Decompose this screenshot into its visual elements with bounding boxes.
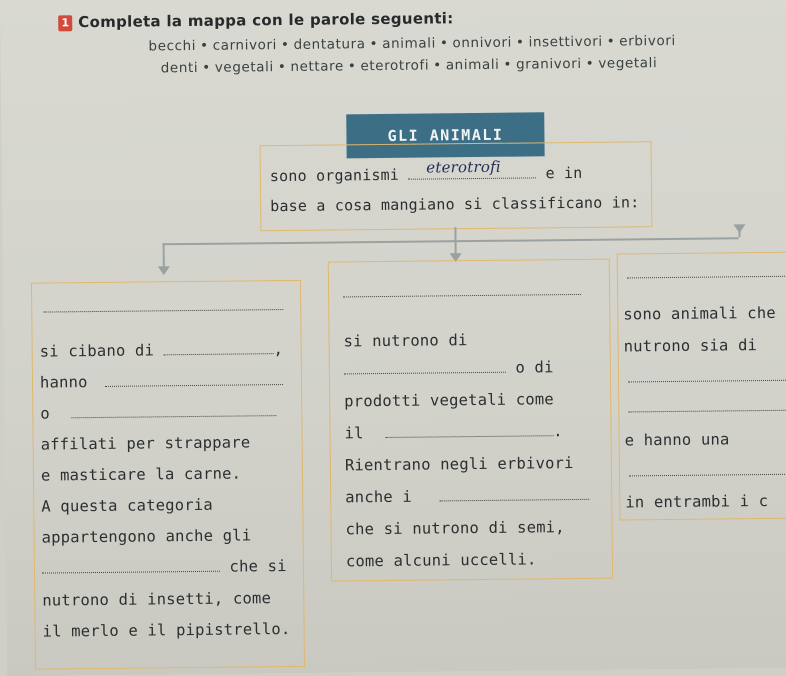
middle-blank-2[interactable] xyxy=(385,423,553,438)
word-bank-item: onnivori xyxy=(452,34,513,52)
middle-blank-3[interactable] xyxy=(439,487,589,502)
middle-line-3: prodotti vegetali come xyxy=(344,390,555,411)
left-line-5: e masticare la carne. xyxy=(40,464,242,485)
right-line-4: in entrambi i c xyxy=(625,491,769,512)
word-bank-item: granivori xyxy=(515,55,582,73)
word-bank-item: vegetali xyxy=(598,55,658,72)
map-title: GLI ANIMALI xyxy=(346,112,544,158)
middle-line-8: come alcuni uccelli. xyxy=(345,550,537,571)
connector-left-drop xyxy=(163,243,165,267)
left-line-9: nutrono di insetti, come xyxy=(42,589,272,610)
intro-line-1: sono organismi eterotrofi e in xyxy=(269,157,583,186)
left-blank-2[interactable] xyxy=(105,372,283,387)
left-line-4: affilati per strappare xyxy=(40,433,251,454)
arrow-down-left-icon xyxy=(158,266,170,275)
left-line-3: o xyxy=(40,402,276,422)
connector-horizontal xyxy=(163,237,739,245)
left-blank-4[interactable] xyxy=(42,559,220,574)
word-bank-row-1: becchi • carnivori • dentatura • animali • onnivori • insettivori • erbivori xyxy=(148,32,676,55)
middle-line-6: anche i xyxy=(345,486,589,507)
middle-line-2: o di xyxy=(344,358,554,378)
word-bank-item: eterotrofi xyxy=(360,57,430,75)
word-bank-item: animali xyxy=(445,56,500,74)
word-bank-item: becchi xyxy=(148,37,197,55)
intro-box xyxy=(260,141,653,231)
right-category-box xyxy=(617,252,786,521)
word-bank-item: nettare xyxy=(290,58,344,75)
word-bank-item: erbivori xyxy=(619,32,676,50)
intro-handwritten-answer: eterotrofi xyxy=(426,157,501,177)
middle-line-7: che si nutrono di semi, xyxy=(345,518,565,539)
word-bank-item: dentatura xyxy=(293,36,366,53)
left-line-7: appartengono anche gli xyxy=(41,526,252,547)
word-bank-row-2: denti • vegetali • nettare • eterotrofi • animali • granivori • vegetali xyxy=(160,55,658,77)
right-line-1: sono animali che xyxy=(623,303,776,324)
left-blank-3[interactable] xyxy=(71,403,276,418)
left-line-1: si cibano di , xyxy=(39,340,284,361)
word-bank-item: animali xyxy=(382,35,437,52)
exercise-number-badge: 1 xyxy=(58,15,72,31)
left-line-8: che si xyxy=(42,557,287,578)
right-line-3: e hanno una xyxy=(624,430,730,450)
middle-line-5: Rientrano negli erbivori xyxy=(344,454,574,475)
word-bank-item: carnivori xyxy=(212,37,278,54)
left-blank-1[interactable] xyxy=(164,341,274,355)
middle-line-4: il . xyxy=(344,422,563,443)
exercise-instruction: Completa la mappa con le parole seguenti: xyxy=(78,9,454,32)
intro-answer-blank[interactable] xyxy=(408,157,536,179)
arrow-down-right-icon xyxy=(733,224,745,233)
middle-blank-1[interactable] xyxy=(344,360,506,375)
right-line-2: nutrono sia di xyxy=(623,336,758,356)
left-line-2: hanno xyxy=(40,371,283,392)
word-bank-item: insettivori xyxy=(528,33,603,51)
word-bank-item: denti xyxy=(160,59,199,77)
left-line-6: A questa categoria xyxy=(41,495,213,516)
intro-line-2: base a cosa mangiano si classificano in: xyxy=(270,193,640,216)
word-bank-item: vegetali xyxy=(214,59,274,76)
middle-line-1: si nutrono di xyxy=(343,331,468,351)
left-line-10: il merlo e il pipistrello. xyxy=(42,619,291,641)
